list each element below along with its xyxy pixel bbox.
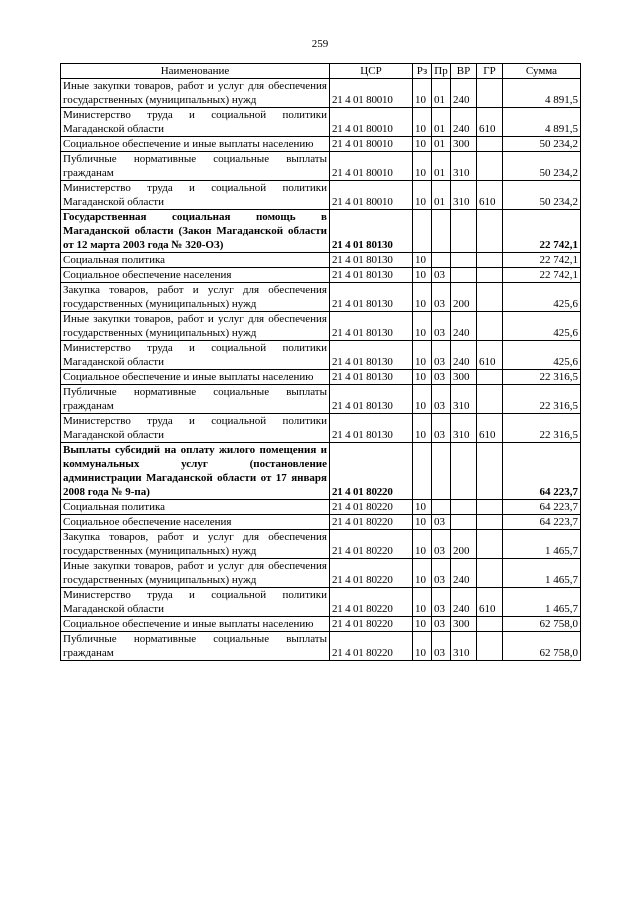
- cell-vr: 310: [451, 181, 477, 210]
- table-row: [61, 341, 581, 370]
- cell-gr: [477, 283, 503, 312]
- cell-vr: 300: [451, 617, 477, 632]
- cell-name: Министерство труда и социальной политики Магаданской области: [61, 341, 330, 370]
- cell-gr: [477, 210, 503, 253]
- table-row: [61, 617, 581, 632]
- table-row: [61, 559, 581, 588]
- cell-pr: 01: [432, 79, 451, 108]
- table-row: [61, 530, 581, 559]
- cell-gr: 610: [477, 588, 503, 617]
- cell-rz: 10: [413, 515, 432, 530]
- cell-pr: 03: [432, 341, 451, 370]
- column-header-gr: ГР: [477, 64, 503, 79]
- cell-gr: [477, 79, 503, 108]
- cell-name: Социальное обеспечение и иные выплаты населению: [61, 370, 330, 385]
- cell-name: Выплаты субсидий на оплату жилого помещения и коммунальных услуг (постановление администрации Магаданской области от 17 января 2008 года № 9-па): [61, 443, 330, 500]
- column-header-sum: Сумма: [503, 64, 581, 79]
- cell-csr: 21 4 01 80220: [330, 515, 413, 530]
- cell-gr: [477, 559, 503, 588]
- column-header-rz: Рз: [413, 64, 432, 79]
- column-header-pr: Пр: [432, 64, 451, 79]
- table-row: [61, 181, 581, 210]
- cell-rz: 10: [413, 559, 432, 588]
- cell-rz: 10: [413, 500, 432, 515]
- cell-pr: 03: [432, 617, 451, 632]
- cell-csr: 21 4 01 80010: [330, 152, 413, 181]
- cell-csr: 21 4 01 80130: [330, 253, 413, 268]
- cell-rz: 10: [413, 370, 432, 385]
- cell-name: Министерство труда и социальной политики Магаданской области: [61, 588, 330, 617]
- cell-vr: [451, 500, 477, 515]
- cell-csr: 21 4 01 80220: [330, 559, 413, 588]
- cell-rz: 10: [413, 385, 432, 414]
- cell-gr: 610: [477, 108, 503, 137]
- table-row: [61, 152, 581, 181]
- cell-csr: 21 4 01 80130: [330, 414, 413, 443]
- table-row: [61, 385, 581, 414]
- cell-vr: [451, 253, 477, 268]
- cell-rz: 10: [413, 253, 432, 268]
- cell-vr: 240: [451, 312, 477, 341]
- cell-sum: 1 465,7: [503, 530, 581, 559]
- cell-sum: 50 234,2: [503, 137, 581, 152]
- cell-rz: 10: [413, 152, 432, 181]
- cell-csr: 21 4 01 80010: [330, 79, 413, 108]
- table-body: [61, 79, 581, 661]
- cell-csr: 21 4 01 80130: [330, 385, 413, 414]
- cell-gr: [477, 268, 503, 283]
- cell-csr: 21 4 01 80220: [330, 617, 413, 632]
- cell-rz: 10: [413, 414, 432, 443]
- cell-gr: [477, 617, 503, 632]
- table-row: [61, 632, 581, 661]
- cell-name: Социальное обеспечение и иные выплаты населению: [61, 137, 330, 152]
- table-row: [61, 79, 581, 108]
- cell-gr: 610: [477, 341, 503, 370]
- cell-csr: 21 4 01 80010: [330, 108, 413, 137]
- cell-sum: 50 234,2: [503, 181, 581, 210]
- cell-rz: 10: [413, 79, 432, 108]
- cell-vr: 300: [451, 137, 477, 152]
- table-row: [61, 370, 581, 385]
- cell-gr: [477, 152, 503, 181]
- cell-rz: 10: [413, 108, 432, 137]
- table-row: [61, 414, 581, 443]
- cell-sum: 62 758,0: [503, 617, 581, 632]
- cell-rz: 10: [413, 283, 432, 312]
- cell-name: Государственная социальная помощь в Магаданской области (Закон Магаданской области от 12 марта 2003 года № 320-ОЗ): [61, 210, 330, 253]
- cell-name: Министерство труда и социальной политики Магаданской области: [61, 181, 330, 210]
- cell-sum: 22 742,1: [503, 253, 581, 268]
- cell-sum: 4 891,5: [503, 79, 581, 108]
- cell-sum: 64 223,7: [503, 500, 581, 515]
- cell-name: Иные закупки товаров, работ и услуг для обеспечения государственных (муниципальных) нужд: [61, 312, 330, 341]
- table-row: [61, 268, 581, 283]
- cell-name: Публичные нормативные социальные выплаты гражданам: [61, 152, 330, 181]
- cell-csr: 21 4 01 80010: [330, 137, 413, 152]
- cell-gr: [477, 370, 503, 385]
- cell-rz: 10: [413, 312, 432, 341]
- cell-rz: 10: [413, 632, 432, 661]
- cell-pr: 01: [432, 152, 451, 181]
- cell-name: Публичные нормативные социальные выплаты гражданам: [61, 385, 330, 414]
- table-row: [61, 283, 581, 312]
- cell-vr: 310: [451, 414, 477, 443]
- cell-vr: [451, 515, 477, 530]
- cell-csr: 21 4 01 80130: [330, 210, 413, 253]
- cell-pr: 01: [432, 137, 451, 152]
- cell-pr: [432, 210, 451, 253]
- cell-vr: 240: [451, 588, 477, 617]
- cell-pr: 03: [432, 530, 451, 559]
- cell-vr: 240: [451, 559, 477, 588]
- cell-gr: [477, 632, 503, 661]
- cell-vr: 240: [451, 108, 477, 137]
- cell-name: Закупка товаров, работ и услуг для обеспечения государственных (муниципальных) нужд: [61, 283, 330, 312]
- cell-csr: 21 4 01 80130: [330, 370, 413, 385]
- cell-vr: 200: [451, 283, 477, 312]
- cell-gr: [477, 500, 503, 515]
- cell-sum: 50 234,2: [503, 152, 581, 181]
- cell-vr: [451, 210, 477, 253]
- cell-gr: [477, 385, 503, 414]
- cell-gr: 610: [477, 414, 503, 443]
- cell-csr: 21 4 01 80220: [330, 500, 413, 515]
- cell-sum: 1 465,7: [503, 588, 581, 617]
- cell-name: Министерство труда и социальной политики Магаданской области: [61, 108, 330, 137]
- cell-pr: 03: [432, 312, 451, 341]
- cell-csr: 21 4 01 80130: [330, 341, 413, 370]
- table-row: [61, 515, 581, 530]
- cell-name: Иные закупки товаров, работ и услуг для обеспечения государственных (муниципальных) нужд: [61, 559, 330, 588]
- cell-rz: 10: [413, 617, 432, 632]
- cell-pr: 03: [432, 515, 451, 530]
- cell-vr: 240: [451, 341, 477, 370]
- cell-sum: 1 465,7: [503, 559, 581, 588]
- cell-sum: 425,6: [503, 341, 581, 370]
- cell-pr: [432, 253, 451, 268]
- cell-vr: 310: [451, 385, 477, 414]
- table-row-section: [61, 210, 581, 253]
- table-row: [61, 108, 581, 137]
- cell-gr: [477, 253, 503, 268]
- cell-pr: 03: [432, 283, 451, 312]
- cell-sum: 22 742,1: [503, 268, 581, 283]
- cell-sum: 425,6: [503, 312, 581, 341]
- cell-rz: 10: [413, 268, 432, 283]
- cell-rz: 10: [413, 181, 432, 210]
- cell-gr: [477, 443, 503, 500]
- cell-name: Закупка товаров, работ и услуг для обеспечения государственных (муниципальных) нужд: [61, 530, 330, 559]
- column-header-vr: ВР: [451, 64, 477, 79]
- cell-name: Социальная политика: [61, 500, 330, 515]
- cell-sum: 22 742,1: [503, 210, 581, 253]
- cell-name: Социальное обеспечение населения: [61, 515, 330, 530]
- cell-gr: [477, 515, 503, 530]
- cell-csr: 21 4 01 80220: [330, 588, 413, 617]
- column-header-name: Наименование: [61, 64, 330, 79]
- cell-name: Социальное обеспечение и иные выплаты населению: [61, 617, 330, 632]
- cell-pr: 03: [432, 385, 451, 414]
- cell-csr: 21 4 01 80130: [330, 312, 413, 341]
- page-number: 259: [311, 38, 329, 50]
- cell-name: Социальное обеспечение населения: [61, 268, 330, 283]
- cell-gr: 610: [477, 181, 503, 210]
- cell-pr: 01: [432, 108, 451, 137]
- table-row-section: [61, 443, 581, 500]
- cell-sum: 22 316,5: [503, 385, 581, 414]
- cell-pr: [432, 443, 451, 500]
- cell-rz: [413, 210, 432, 253]
- cell-vr: 310: [451, 632, 477, 661]
- cell-sum: 22 316,5: [503, 370, 581, 385]
- cell-rz: 10: [413, 341, 432, 370]
- table-row: [61, 253, 581, 268]
- cell-vr: [451, 443, 477, 500]
- cell-sum: 64 223,7: [503, 515, 581, 530]
- cell-csr: 21 4 01 80130: [330, 268, 413, 283]
- cell-name: Министерство труда и социальной политики Магаданской области: [61, 414, 330, 443]
- cell-gr: [477, 530, 503, 559]
- cell-csr: 21 4 01 80130: [330, 283, 413, 312]
- table-row: [61, 312, 581, 341]
- table-row: [61, 137, 581, 152]
- cell-rz: 10: [413, 588, 432, 617]
- cell-vr: 300: [451, 370, 477, 385]
- cell-vr: 240: [451, 79, 477, 108]
- cell-rz: 10: [413, 530, 432, 559]
- cell-name: Социальная политика: [61, 253, 330, 268]
- cell-rz: 10: [413, 137, 432, 152]
- cell-vr: [451, 268, 477, 283]
- cell-vr: 310: [451, 152, 477, 181]
- cell-vr: 200: [451, 530, 477, 559]
- cell-pr: 03: [432, 588, 451, 617]
- cell-pr: 03: [432, 414, 451, 443]
- table-row: [61, 500, 581, 515]
- cell-rz: [413, 443, 432, 500]
- cell-csr: 21 4 01 80220: [330, 632, 413, 661]
- cell-csr: 21 4 01 80220: [330, 443, 413, 500]
- table-header-row: [61, 64, 581, 79]
- cell-gr: [477, 312, 503, 341]
- cell-pr: 03: [432, 559, 451, 588]
- budget-table: [60, 63, 581, 661]
- cell-gr: [477, 137, 503, 152]
- cell-csr: 21 4 01 80010: [330, 181, 413, 210]
- cell-pr: [432, 500, 451, 515]
- cell-sum: 62 758,0: [503, 632, 581, 661]
- column-header-csr: ЦСР: [330, 64, 413, 79]
- cell-pr: 03: [432, 632, 451, 661]
- cell-sum: 425,6: [503, 283, 581, 312]
- cell-name: Публичные нормативные социальные выплаты гражданам: [61, 632, 330, 661]
- cell-sum: 4 891,5: [503, 108, 581, 137]
- cell-sum: 64 223,7: [503, 443, 581, 500]
- cell-sum: 22 316,5: [503, 414, 581, 443]
- cell-name: Иные закупки товаров, работ и услуг для обеспечения государственных (муниципальных) нужд: [61, 79, 330, 108]
- cell-pr: 03: [432, 268, 451, 283]
- table-row: [61, 588, 581, 617]
- cell-csr: 21 4 01 80220: [330, 530, 413, 559]
- cell-pr: 01: [432, 181, 451, 210]
- cell-pr: 03: [432, 370, 451, 385]
